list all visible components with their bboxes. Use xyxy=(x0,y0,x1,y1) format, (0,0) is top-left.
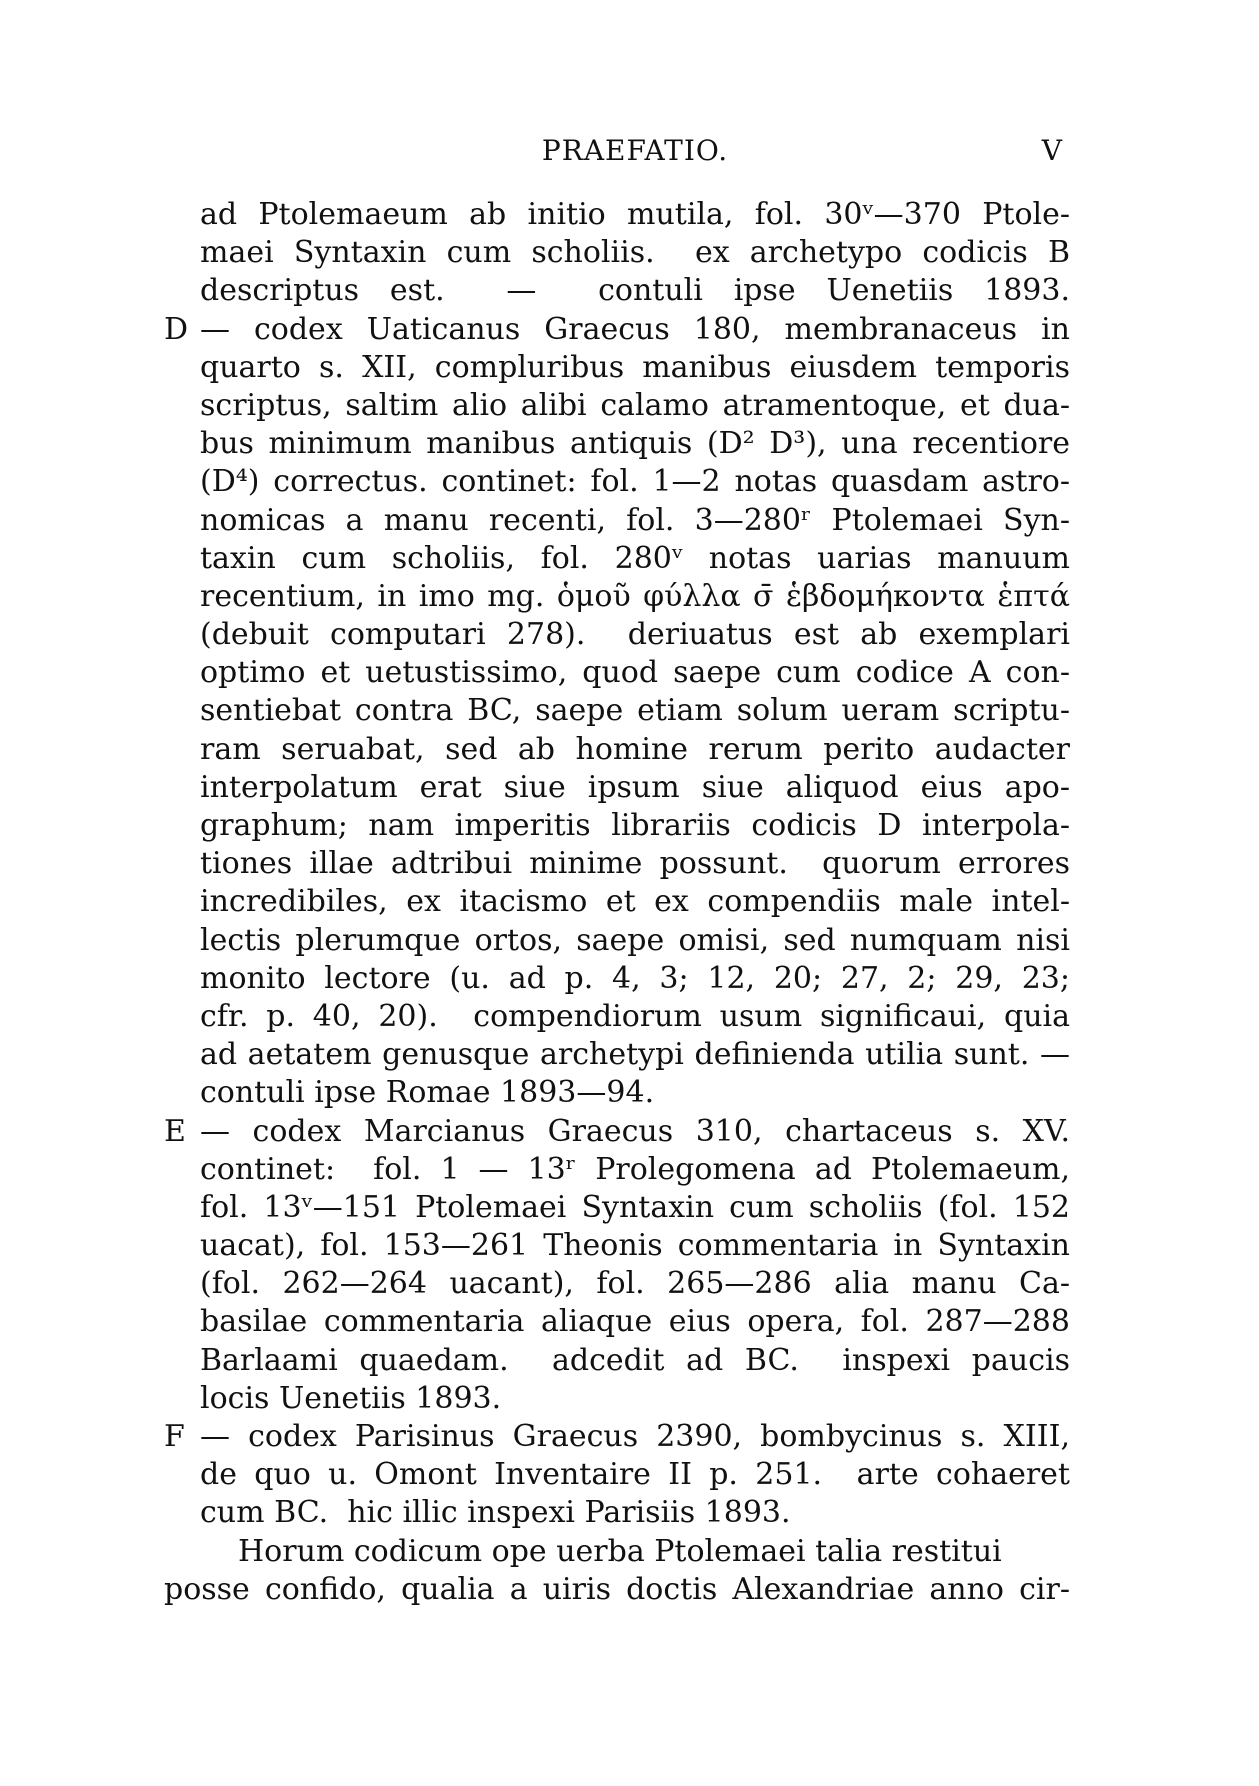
text-line xyxy=(200,960,1070,998)
manuscript-siglum: E xyxy=(164,1113,186,1149)
text-line xyxy=(200,807,1070,845)
text-line xyxy=(200,845,1070,883)
line-text: — codex Parisinus Graecus 2390, bombycinus s. XIII, xyxy=(200,1419,1070,1454)
text-line xyxy=(200,1303,1070,1341)
line-text: optimo et uetustissimo, quod saepe cum codice A con- xyxy=(200,655,1070,691)
line-text: basilae commentaria aliaque eius opera, fol. 287—288 xyxy=(200,1304,1070,1340)
text-line xyxy=(200,731,1070,769)
line-text: taxin cum scholiis, fol. 280ᵛ notas uarias manuum xyxy=(200,540,1070,576)
text-line xyxy=(200,349,1070,387)
text-line xyxy=(200,1533,1070,1571)
line-text: tiones illae adtribui minime possunt. quorum errores xyxy=(200,846,1070,882)
text-line xyxy=(200,1265,1070,1303)
line-text: — codex Uaticanus Graecus 180, membranaceus in xyxy=(200,311,1070,347)
text-line xyxy=(200,1189,1070,1227)
line-text: continet: fol. 1 — 13ʳ Prolegomena ad Ptolemaeum, xyxy=(200,1151,1070,1187)
manuscript-siglum: D xyxy=(164,311,189,347)
line-text: posse confido, qualia a uiris doctis Alexandriae anno cir- xyxy=(164,1571,1070,1607)
line-text: (fol. 262—264 uacant), fol. 265—286 alia manu Ca- xyxy=(200,1266,1070,1302)
text-line xyxy=(200,1227,1070,1265)
text-line xyxy=(200,616,1070,654)
text-line xyxy=(200,654,1070,692)
page-header xyxy=(200,134,1070,174)
line-text: quarto s. XII, compluribus manibus eiusdem temporis xyxy=(200,349,1070,385)
text-line xyxy=(164,311,1070,349)
line-text: interpolatum erat siue ipsum siue aliquod eius apo- xyxy=(200,769,1070,805)
line-text: scriptus, saltim alio alibi calamo atramentoque, et dua- xyxy=(200,387,1070,423)
line-text: descriptus est. — contuli ipse Uenetiis 1893. xyxy=(200,273,1070,309)
running-title: PRAEFATIO. xyxy=(541,134,729,167)
text-line xyxy=(200,1494,1070,1532)
line-text: ram seruabat, sed ab homine rerum perito audacter xyxy=(200,731,1070,767)
line-text: cfr. p. 40, 20). compendiorum usum significaui, quia xyxy=(200,998,1070,1034)
line-text: uacat), fol. 153—261 Theonis commentaria in Syntaxin xyxy=(200,1228,1070,1264)
line-text: ad aetatem genusque archetypi definienda utilia sunt. — xyxy=(200,1037,1070,1073)
line-text: monito lectore (u. ad p. 4, 3; 12, 20; 27, 2; 29, 23; xyxy=(200,960,1070,996)
text-line xyxy=(200,540,1070,578)
line-text: bus minimum manibus antiquis (D² D³), una recentiore xyxy=(200,426,1070,462)
page-number: V xyxy=(1041,134,1062,167)
line-text: maei Syntaxin cum scholiis. ex archetypo codicis B xyxy=(200,235,1070,271)
line-text: locis Uenetiis 1893. xyxy=(200,1380,502,1416)
text-line xyxy=(200,1036,1070,1074)
body-text xyxy=(164,196,1070,1609)
line-text: graphum; nam imperitis librariis codicis D interpola- xyxy=(200,808,1070,843)
line-text: Barlaami quaedam. adcedit ad BC. inspexi paucis xyxy=(200,1342,1070,1378)
text-line xyxy=(200,463,1070,501)
line-text: — codex Marcianus Graecus 310, chartaceus s. XV. xyxy=(200,1113,1070,1149)
line-text: (debuit computari 278). deriuatus est ab exemplari xyxy=(200,617,1070,653)
text-line xyxy=(200,234,1070,272)
text-line xyxy=(200,692,1070,730)
text-line xyxy=(164,1113,1070,1151)
text-line xyxy=(200,883,1070,921)
text-line xyxy=(200,196,1070,234)
text-line xyxy=(200,998,1070,1036)
line-text: cum BC. hic illic inspexi Parisiis 1893. xyxy=(200,1495,791,1531)
line-text: lectis plerumque ortos, saepe omisi, sed numquam nisi xyxy=(200,922,1070,958)
line-text: recentium, in imo mg. ὁμοῦ φύλλα σ̄ ἑβδομήκοντα ἑπτά xyxy=(200,578,1070,614)
line-text: contuli ipse Romae 1893—94. xyxy=(200,1075,655,1111)
line-text: sentiebat contra BC, saepe etiam solum ueram scriptu- xyxy=(200,693,1070,729)
manuscript-siglum: F xyxy=(164,1419,185,1454)
line-text: nomicas a manu recenti, fol. 3—280ʳ Ptolemaei Syn- xyxy=(200,502,1070,538)
text-line xyxy=(164,1418,1070,1456)
text-line xyxy=(200,502,1070,540)
text-line xyxy=(200,1074,1070,1112)
text-line xyxy=(200,425,1070,463)
text-line xyxy=(200,578,1070,616)
text-line xyxy=(200,1380,1070,1418)
line-text: ad Ptolemaeum ab initio mutila, fol. 30ᵛ—370 Ptole- xyxy=(200,197,1070,232)
line-text: (D⁴) correctus. continet: fol. 1—2 notas quasdam astro- xyxy=(200,464,1070,500)
line-text: de quo u. Omont Inventaire II p. 251. arte cohaeret xyxy=(200,1457,1070,1493)
line-text: incredibiles, ex itacismo et ex compendiis male intel- xyxy=(200,884,1070,920)
text-line xyxy=(200,387,1070,425)
text-line xyxy=(164,1571,1070,1609)
text-line xyxy=(200,1342,1070,1380)
text-line xyxy=(200,272,1070,310)
line-text: Horum codicum ope uerba Ptolemaei talia restitui xyxy=(238,1533,1002,1569)
text-line xyxy=(200,1456,1070,1494)
text-line xyxy=(200,769,1070,807)
line-text: fol. 13ᵛ—151 Ptolemaei Syntaxin cum scholiis (fol. 152 xyxy=(200,1189,1070,1225)
text-line xyxy=(200,1151,1070,1189)
text-line xyxy=(200,922,1070,960)
